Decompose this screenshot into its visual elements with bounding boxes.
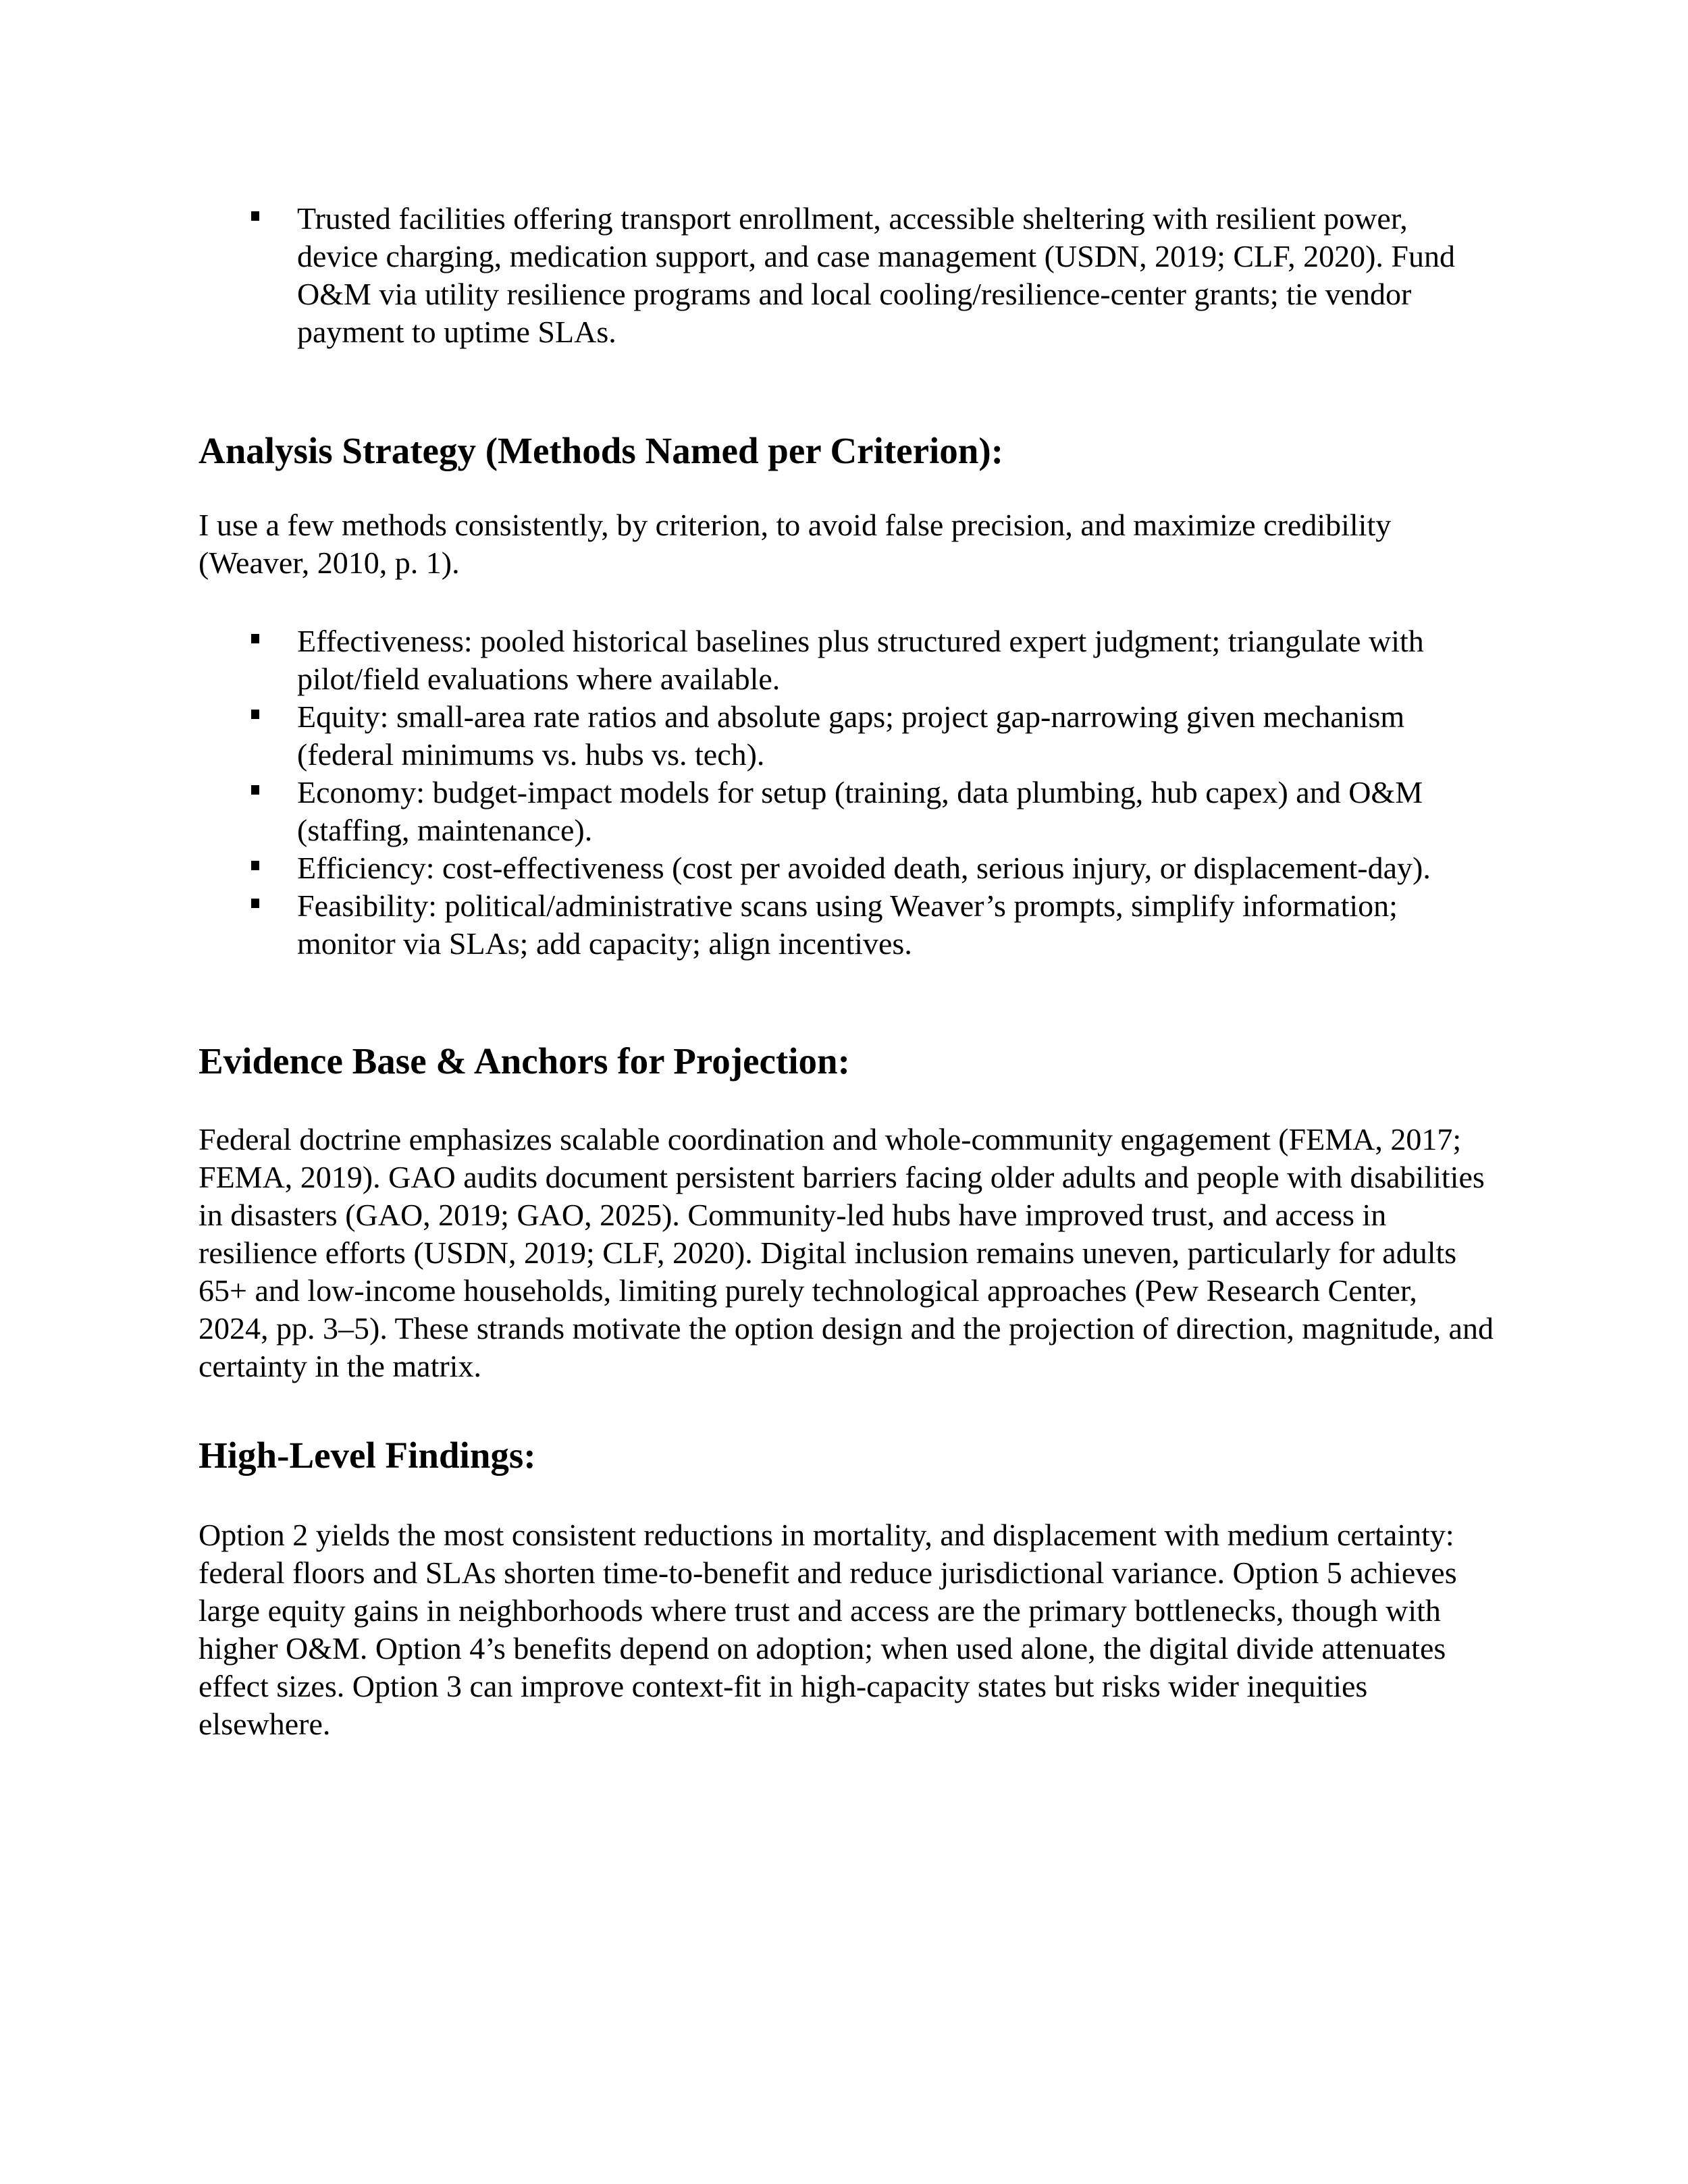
findings-section <box>199 1434 1494 1477</box>
intro-bullet-list-block <box>199 200 1494 351</box>
square-bullet-icon <box>251 634 259 643</box>
list-item <box>199 200 1494 351</box>
evidence-base-body: Federal doctrine emphasizes scalable coordination and whole-community engagement (FEMA, 2017; FEMA, 2019). GAO audits document persistent barriers facing older adults and people with disabilities in disasters (GAO, 2019; GAO, 2025). Community-led hubs have improved trust, and access in resilience efforts (USDN, 2019; CLF, 2020). Digital inclusion remains uneven, particularly for adults 65+ and low-income households, limiting purely technological approaches (Pew Research Center, 2024, pp. 3–5). These strands motivate the option design and the projection of direction, magnitude, and certainty in the matrix. <box>199 1122 1494 1383</box>
intro-bullet-list <box>199 200 1494 351</box>
criteria-list <box>199 622 1494 963</box>
analysis-strategy-heading: Analysis Strategy (Methods Named per Criterion): <box>199 430 1004 471</box>
list-item <box>199 622 1494 698</box>
evidence-base-section <box>199 1040 1494 1083</box>
list-item <box>199 887 1494 963</box>
criterion-effectiveness: Effectiveness: pooled historical baselines plus structured expert judgment; triangulate with pilot/field evaluations where available. <box>297 624 1424 696</box>
evidence-base-body-block <box>199 1121 1494 1385</box>
findings-body: Option 2 yields the most consistent reductions in mortality, and displacement with medium certainty: federal floors and SLAs shorten time-to-benefit and reduce jurisdictional variance. Option 5 achieves large equity gains in neighborhoods where trust and access are the primary bottlenecks, though with higher O&M. Option 4’s benefits depend on adoption; when used alone, the digital divide attenuates effect sizes. Option 3 can improve context-fit in high-capacity states but risks wider inequities elsewhere. <box>199 1518 1457 1741</box>
analysis-strategy-intro-block <box>199 506 1494 582</box>
criterion-feasibility: Feasibility: political/administrative scans using Weaver’s prompts, simplify information; monitor via SLAs; add capacity; align incentives. <box>297 888 1398 961</box>
list-item <box>199 698 1494 774</box>
evidence-base-heading: Evidence Base & Anchors for Projection: <box>199 1040 850 1082</box>
criterion-efficiency: Efficiency: cost-effectiveness (cost per avoided death, serious injury, or displacement-day). <box>297 851 1431 885</box>
square-bullet-icon <box>251 710 259 719</box>
criterion-economy: Economy: budget-impact models for setup (training, data plumbing, hub capex) and O&M (staffing, maintenance). <box>297 775 1423 847</box>
analysis-strategy-intro: I use a few methods consistently, by criterion, to avoid false precision, and maximize credibility (Weaver, 2010, p. 1). <box>199 508 1392 580</box>
criterion-equity: Equity: small-area rate ratios and absolute gaps; project gap-narrowing given mechanism (federal minimums vs. hubs vs. tech). <box>297 699 1405 772</box>
square-bullet-icon <box>251 899 259 908</box>
analysis-strategy-section <box>199 429 1494 473</box>
list-item <box>199 849 1494 887</box>
findings-body-block <box>199 1516 1494 1743</box>
findings-heading: High-Level Findings: <box>199 1435 536 1476</box>
square-bullet-icon <box>251 861 259 870</box>
list-item <box>199 774 1494 849</box>
square-bullet-icon <box>251 211 259 221</box>
criteria-list-block <box>199 622 1494 963</box>
list-item-text: Trusted facilities offering transport enrollment, accessible sheltering with resilient power, device charging, medication support, and case management (USDN, 2019; CLF, 2020). Fund O&M via utility resilience programs and local cooling/resilience-center grants; tie vendor payment to uptime SLAs. <box>297 201 1456 349</box>
square-bullet-icon <box>251 785 259 795</box>
